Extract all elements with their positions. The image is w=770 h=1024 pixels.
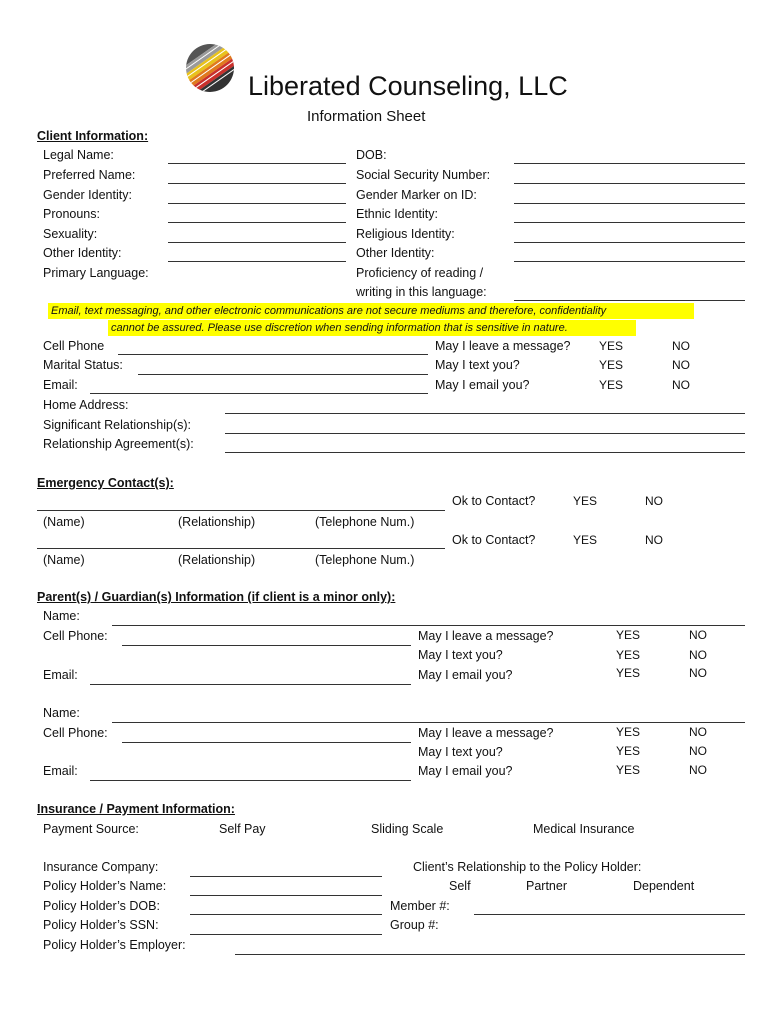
- email-no-option[interactable]: NO: [672, 378, 690, 392]
- parent-2-email-field[interactable]: [90, 780, 411, 781]
- holder-dob-field[interactable]: [190, 914, 382, 915]
- insurance-company-label: Insurance Company:: [43, 860, 159, 874]
- group-number-label: Group #:: [390, 918, 439, 932]
- relationship-agreement-field[interactable]: [225, 452, 745, 453]
- proficiency-field[interactable]: [514, 300, 745, 301]
- ssn-field[interactable]: [514, 183, 745, 184]
- email-field[interactable]: [90, 393, 428, 394]
- parent-2-message-yes[interactable]: YES: [616, 725, 641, 739]
- relationship-agreement-label: Relationship Agreement(s):: [43, 437, 194, 451]
- dob-field[interactable]: [514, 163, 745, 164]
- parent-1-text-yes[interactable]: YES: [616, 648, 641, 662]
- emergency-contact-2-field[interactable]: [37, 548, 445, 549]
- notice-line-2: cannot be assured. Please use discretion when sending information that is sensitive in nature.: [111, 322, 568, 334]
- parent-1-text-no[interactable]: NO: [689, 648, 707, 662]
- ethnic-identity-label: Ethnic Identity:: [356, 207, 438, 221]
- primary-language-label: Primary Language:: [43, 266, 149, 280]
- message-no-option[interactable]: NO: [672, 339, 690, 353]
- insurance-company-field[interactable]: [190, 876, 382, 877]
- text-no-option[interactable]: NO: [672, 358, 690, 372]
- emergency-2-phone-caption: (Telephone Num.): [315, 553, 415, 567]
- sexuality-label: Sexuality:: [43, 227, 98, 241]
- significant-relationship-label: Significant Relationship(s):: [43, 418, 191, 432]
- relationship-partner-option[interactable]: Partner: [526, 879, 567, 893]
- self-pay-option[interactable]: Self Pay: [219, 822, 266, 836]
- parent-1-text-question: May I text you?: [418, 648, 503, 662]
- holder-name-field[interactable]: [190, 895, 382, 896]
- payment-source-label: Payment Source:: [43, 822, 139, 836]
- email-label: Email:: [43, 378, 78, 392]
- proficiency-label-2: writing in this language:: [356, 285, 487, 299]
- pronouns-field[interactable]: [168, 222, 346, 223]
- gender-marker-label: Gender Marker on ID:: [356, 188, 477, 202]
- insurance-heading: Insurance / Payment Information:: [37, 802, 235, 816]
- emergency-2-no-option[interactable]: NO: [645, 533, 663, 547]
- parent-1-message-no[interactable]: NO: [689, 628, 707, 642]
- holder-dob-label: Policy Holder’s DOB:: [43, 899, 160, 913]
- parent-2-name-label: Name:: [43, 706, 80, 720]
- emergency-1-ok-label: Ok to Contact?: [452, 494, 536, 508]
- parent-2-email-yes[interactable]: YES: [616, 763, 641, 777]
- emergency-2-yes-option[interactable]: YES: [573, 533, 598, 547]
- parent-2-email-no[interactable]: NO: [689, 763, 707, 777]
- parent-2-email-label: Email:: [43, 764, 78, 778]
- parents-heading: Parent(s) / Guardian(s) Information (if client is a minor only):: [37, 590, 396, 604]
- holder-ssn-label: Policy Holder’s SSN:: [43, 918, 159, 932]
- parent-1-cell-field[interactable]: [122, 645, 411, 646]
- text-yes-option[interactable]: YES: [599, 358, 624, 372]
- gender-marker-field[interactable]: [514, 203, 745, 204]
- marital-status-field[interactable]: [138, 374, 428, 375]
- emergency-2-name-caption: (Name): [43, 553, 85, 567]
- gender-identity-field[interactable]: [168, 203, 346, 204]
- marital-status-label: Marital Status:: [43, 358, 123, 372]
- other-identity-label: Other Identity:: [43, 246, 122, 260]
- text-question: May I text you?: [435, 358, 520, 372]
- other-identity-right-label: Other Identity:: [356, 246, 435, 260]
- emergency-1-yes-option[interactable]: YES: [573, 494, 598, 508]
- emergency-contact-1-field[interactable]: [37, 510, 445, 511]
- policy-relationship-label: Client’s Relationship to the Policy Holder:: [413, 860, 642, 874]
- emergency-2-ok-label: Ok to Contact?: [452, 533, 536, 547]
- parent-1-email-question: May I email you?: [418, 668, 513, 682]
- parent-1-message-question: May I leave a message?: [418, 629, 554, 643]
- legal-name-field[interactable]: [168, 163, 346, 164]
- parent-2-cell-label: Cell Phone:: [43, 726, 108, 740]
- pronouns-label: Pronouns:: [43, 207, 100, 221]
- client-info-heading: Client Information:: [37, 129, 149, 143]
- preferred-name-label: Preferred Name:: [43, 168, 136, 182]
- holder-ssn-field[interactable]: [190, 934, 382, 935]
- leave-message-question: May I leave a message?: [435, 339, 571, 353]
- ssn-label: Social Security Number:: [356, 168, 491, 182]
- message-yes-option[interactable]: YES: [599, 339, 624, 353]
- email-question: May I email you?: [435, 378, 530, 392]
- legal-name-label: Legal Name:: [43, 148, 114, 162]
- emergency-1-no-option[interactable]: NO: [645, 494, 663, 508]
- parent-2-message-question: May I leave a message?: [418, 726, 554, 740]
- holder-employer-label: Policy Holder’s Employer:: [43, 938, 186, 952]
- emergency-1-name-caption: (Name): [43, 515, 85, 529]
- sliding-scale-option[interactable]: Sliding Scale: [371, 822, 444, 836]
- emergency-1-phone-caption: (Telephone Num.): [315, 515, 415, 529]
- parent-2-email-question: May I email you?: [418, 764, 513, 778]
- notice-line-1: Email, text messaging, and other electronic communications are not secure mediums and therefore, confidentiality: [51, 305, 607, 317]
- parent-2-text-question: May I text you?: [418, 745, 503, 759]
- parent-2-name-field[interactable]: [112, 722, 745, 723]
- other-identity-right-field[interactable]: [514, 261, 745, 262]
- holder-employer-field[interactable]: [235, 954, 745, 955]
- parent-1-name-label: Name:: [43, 609, 80, 623]
- parent-2-message-no[interactable]: NO: [689, 725, 707, 739]
- cell-phone-field[interactable]: [118, 354, 428, 355]
- parent-1-email-no[interactable]: NO: [689, 666, 707, 680]
- emergency-heading: Emergency Contact(s):: [37, 476, 174, 490]
- preferred-name-field[interactable]: [168, 183, 346, 184]
- holder-name-label: Policy Holder’s Name:: [43, 879, 167, 893]
- company-logo: [184, 42, 236, 94]
- parent-1-email-field[interactable]: [90, 684, 411, 685]
- email-yes-option[interactable]: YES: [599, 378, 624, 392]
- home-address-field[interactable]: [225, 413, 745, 414]
- gender-identity-label: Gender Identity:: [43, 188, 132, 202]
- parent-2-cell-field[interactable]: [122, 742, 411, 743]
- parent-2-text-yes[interactable]: YES: [616, 744, 641, 758]
- significant-relationship-field[interactable]: [225, 433, 745, 434]
- parent-1-name-field[interactable]: [112, 625, 745, 626]
- other-identity-field[interactable]: [168, 261, 346, 262]
- cell-phone-label: Cell Phone: [43, 339, 105, 353]
- company-name: Liberated Counseling, LLC: [248, 71, 568, 101]
- religious-identity-label: Religious Identity:: [356, 227, 455, 241]
- home-address-label: Home Address:: [43, 398, 129, 412]
- parent-1-cell-label: Cell Phone:: [43, 629, 108, 643]
- ethnic-identity-field[interactable]: [514, 222, 745, 223]
- parent-1-email-yes[interactable]: YES: [616, 666, 641, 680]
- sexuality-field[interactable]: [168, 242, 346, 243]
- relationship-self-option[interactable]: Self: [449, 879, 471, 893]
- relationship-dependent-option[interactable]: Dependent: [633, 879, 695, 893]
- emergency-2-relationship-caption: (Relationship): [178, 553, 256, 567]
- page-subtitle: Information Sheet: [307, 108, 426, 125]
- parent-2-text-no[interactable]: NO: [689, 744, 707, 758]
- emergency-1-relationship-caption: (Relationship): [178, 515, 256, 529]
- member-number-label: Member #:: [390, 899, 450, 913]
- dob-label: DOB:: [356, 148, 387, 162]
- parent-1-message-yes[interactable]: YES: [616, 628, 641, 642]
- medical-insurance-option[interactable]: Medical Insurance: [533, 822, 635, 836]
- religious-identity-field[interactable]: [514, 242, 745, 243]
- member-number-field[interactable]: [474, 914, 745, 915]
- parent-1-email-label: Email:: [43, 668, 78, 682]
- proficiency-label-1: Proficiency of reading /: [356, 266, 484, 280]
